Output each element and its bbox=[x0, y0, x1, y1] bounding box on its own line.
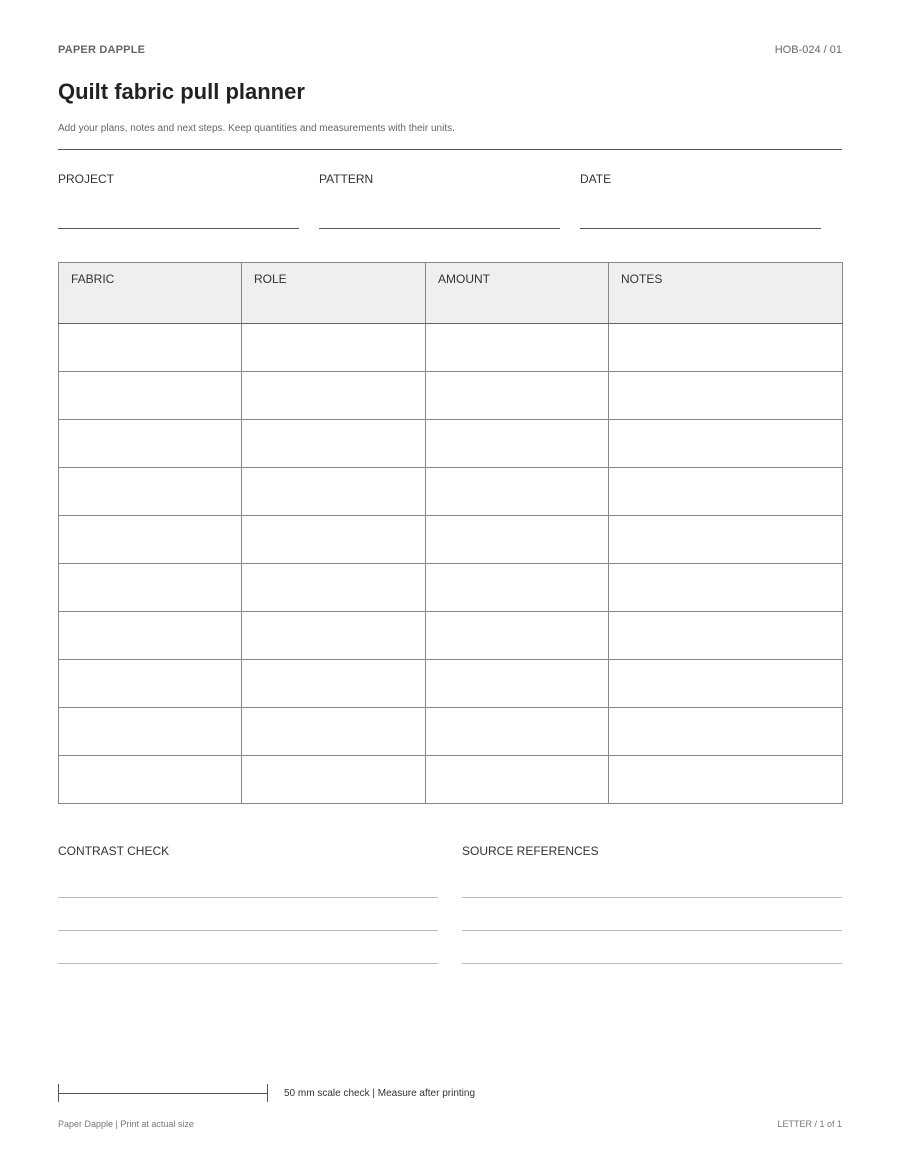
cell-fabric[interactable] bbox=[59, 756, 242, 804]
table-header-row bbox=[59, 263, 843, 324]
cell-role[interactable] bbox=[242, 324, 426, 372]
date-field[interactable] bbox=[580, 228, 821, 229]
cell-notes[interactable] bbox=[609, 708, 843, 756]
project-field[interactable] bbox=[58, 228, 299, 229]
page-subtitle: Add your plans, notes and next steps. Keep quantities and measurements with their units. bbox=[58, 123, 455, 134]
table-row bbox=[59, 708, 843, 756]
scale-bar bbox=[58, 1093, 267, 1094]
source-line[interactable] bbox=[462, 963, 842, 964]
cell-amount[interactable] bbox=[426, 660, 609, 708]
table-row bbox=[59, 612, 843, 660]
cell-amount[interactable] bbox=[426, 708, 609, 756]
contrast-line[interactable] bbox=[58, 930, 438, 931]
cell-fabric[interactable] bbox=[59, 612, 242, 660]
cell-amount[interactable] bbox=[426, 420, 609, 468]
source-line[interactable] bbox=[462, 897, 842, 898]
scale-tick-end bbox=[267, 1084, 268, 1102]
brand-name: PAPER DAPPLE bbox=[58, 44, 146, 56]
project-label: PROJECT bbox=[58, 172, 115, 186]
cell-notes[interactable] bbox=[609, 660, 843, 708]
table-body bbox=[59, 324, 843, 804]
cell-amount[interactable] bbox=[426, 324, 609, 372]
contrast-line[interactable] bbox=[58, 897, 438, 898]
cell-notes[interactable] bbox=[609, 372, 843, 420]
cell-role[interactable] bbox=[242, 516, 426, 564]
table-row bbox=[59, 468, 843, 516]
table-row bbox=[59, 564, 843, 612]
title-divider bbox=[58, 149, 842, 150]
scale-check-text: 50 mm scale check | Measure after printing bbox=[284, 1088, 476, 1099]
pattern-label: PATTERN bbox=[319, 172, 374, 186]
cell-fabric[interactable] bbox=[59, 564, 242, 612]
column-header-notes: NOTES bbox=[609, 263, 843, 324]
cell-notes[interactable] bbox=[609, 516, 843, 564]
cell-amount[interactable] bbox=[426, 516, 609, 564]
column-header-role: ROLE bbox=[242, 263, 426, 324]
cell-notes[interactable] bbox=[609, 468, 843, 516]
scale-tick-start bbox=[58, 1084, 59, 1102]
column-header-fabric: FABRIC bbox=[59, 263, 242, 324]
cell-notes[interactable] bbox=[609, 564, 843, 612]
footer-left: Paper Dapple | Print at actual size bbox=[58, 1119, 194, 1129]
page-title: Quilt fabric pull planner bbox=[58, 79, 305, 104]
cell-amount[interactable] bbox=[426, 612, 609, 660]
source-line[interactable] bbox=[462, 930, 842, 931]
cell-notes[interactable] bbox=[609, 324, 843, 372]
table-row bbox=[59, 516, 843, 564]
cell-role[interactable] bbox=[242, 756, 426, 804]
cell-fabric[interactable] bbox=[59, 468, 242, 516]
table-row bbox=[59, 372, 843, 420]
table-row bbox=[59, 756, 843, 804]
cell-role[interactable] bbox=[242, 660, 426, 708]
source-references-label: SOURCE REFERENCES bbox=[462, 844, 599, 858]
cell-fabric[interactable] bbox=[59, 372, 242, 420]
cell-role[interactable] bbox=[242, 612, 426, 660]
table-row bbox=[59, 420, 843, 468]
cell-amount[interactable] bbox=[426, 468, 609, 516]
contrast-line[interactable] bbox=[58, 963, 438, 964]
cell-notes[interactable] bbox=[609, 612, 843, 660]
contrast-check-label: CONTRAST CHECK bbox=[58, 844, 170, 858]
table-row bbox=[59, 660, 843, 708]
pattern-field[interactable] bbox=[319, 228, 560, 229]
cell-amount[interactable] bbox=[426, 564, 609, 612]
cell-fabric[interactable] bbox=[59, 516, 242, 564]
cell-amount[interactable] bbox=[426, 372, 609, 420]
cell-fabric[interactable] bbox=[59, 708, 242, 756]
cell-role[interactable] bbox=[242, 420, 426, 468]
cell-fabric[interactable] bbox=[59, 324, 242, 372]
cell-role[interactable] bbox=[242, 564, 426, 612]
cell-role[interactable] bbox=[242, 468, 426, 516]
cell-amount[interactable] bbox=[426, 756, 609, 804]
cell-notes[interactable] bbox=[609, 420, 843, 468]
date-label: DATE bbox=[580, 172, 612, 186]
cell-fabric[interactable] bbox=[59, 660, 242, 708]
fabric-pull-table bbox=[58, 262, 843, 804]
column-header-amount: AMOUNT bbox=[426, 263, 609, 324]
cell-role[interactable] bbox=[242, 372, 426, 420]
cell-fabric[interactable] bbox=[59, 420, 242, 468]
document-id: HOB-024 / 01 bbox=[774, 44, 842, 56]
cell-role[interactable] bbox=[242, 708, 426, 756]
table-row bbox=[59, 324, 843, 372]
cell-notes[interactable] bbox=[609, 756, 843, 804]
footer-right: LETTER / 1 of 1 bbox=[777, 1119, 842, 1129]
